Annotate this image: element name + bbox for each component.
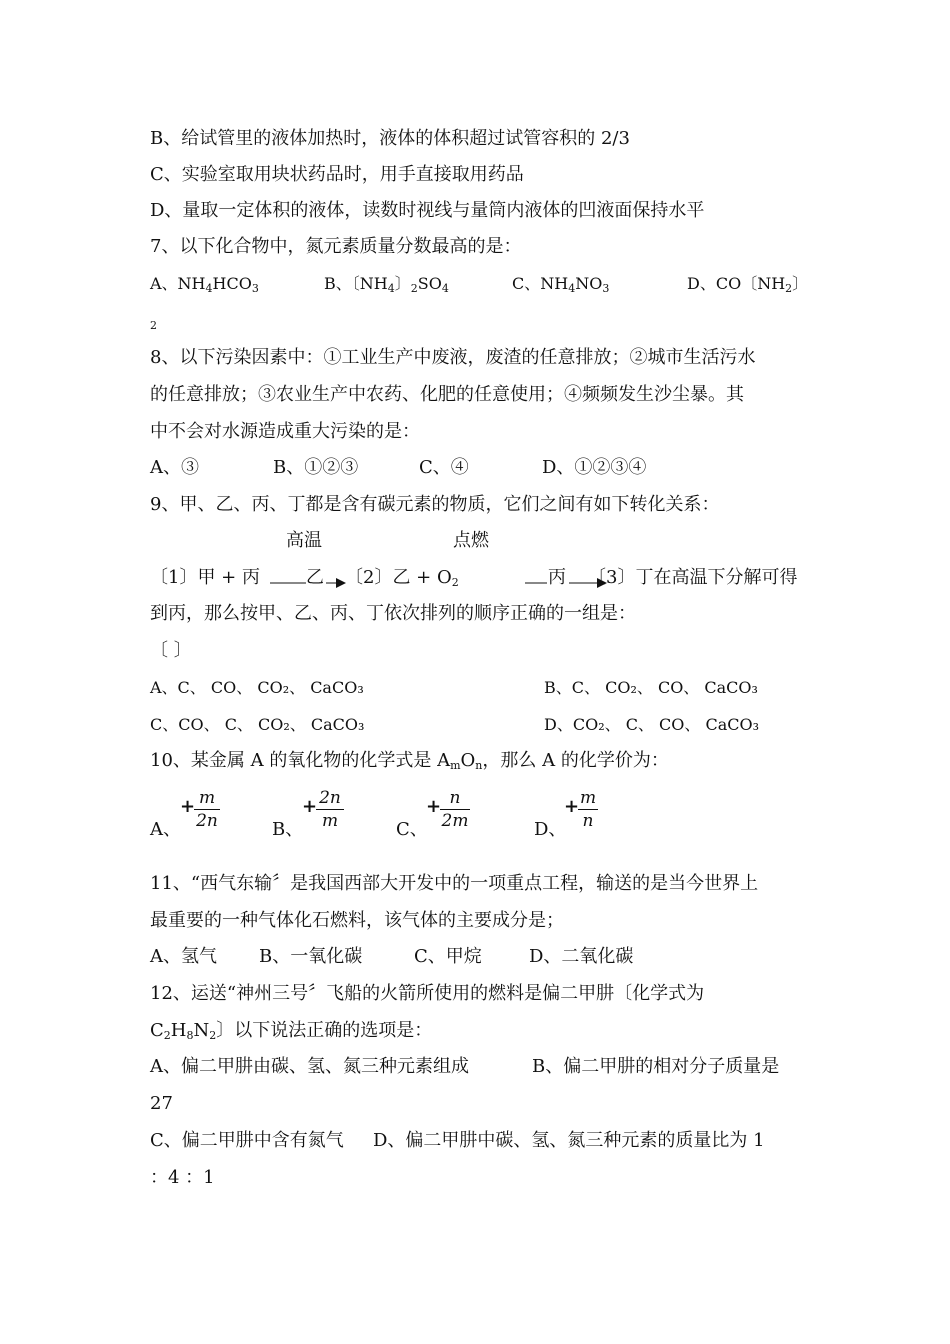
- q7-option-d-subscript: 2: [150, 319, 157, 332]
- question-10: 10、某金属 A 的氧化物的化学式是 $A_mO_n$，那么 A 的化学价为：: [150, 750, 669, 772]
- reaction-1-product: 乙: [306, 567, 324, 588]
- q10-option-c-label: C、: [396, 819, 428, 840]
- q8-option-d: D、①②③④: [542, 457, 647, 478]
- q9-option-c: C、CO、 C、 CO₂、 CaCO₃: [150, 715, 365, 734]
- q9-option-b: B、C、 CO₂、 CO、 CaCO₃: [544, 678, 758, 697]
- question-7: 7、以下化合物中，氮元素质量分数最高的是：: [150, 236, 522, 257]
- q10-option-c-fraction: [440, 788, 470, 831]
- denominator: n: [582, 811, 594, 831]
- question-8-line-1: 8、以下污染因素中：①工业生产中废液，废渣的任意排放；②城市生活污水: [150, 347, 756, 368]
- option-c-line: C、实验室取用块状药品时，用手直接取用药品: [150, 164, 524, 185]
- q9-option-a: A、C、 CO、 CO₂、 CaCO₃: [150, 678, 364, 697]
- question-11-line-2: 最重要的一种气体化石燃料，该气体的主要成分是；: [150, 910, 564, 931]
- q10-option-a-label: A、: [150, 819, 181, 840]
- fraction-bar: [194, 809, 220, 810]
- q8-option-c: C、④: [419, 457, 469, 478]
- q12-option-b-value: 27: [150, 1093, 173, 1114]
- question-12-line-1: 12、运送“神州三号〞飞船的火箭所使用的燃料是偏二甲肼〔化学式为: [150, 983, 705, 1004]
- option-b-line: B、给试管里的液体加热时，液体的体积超过试管容积的 2/3: [150, 128, 630, 149]
- denominator: 2m: [441, 811, 469, 831]
- q10-option-d-label: D、: [534, 819, 567, 840]
- q10-option-b-fraction: [316, 788, 344, 831]
- q9-option-d: D、CO₂、 C、 CO、 CaCO₃: [544, 715, 760, 734]
- q7-option-b: B、〔$NH_4$〕$_2SO_4$: [324, 274, 449, 295]
- question-8-line-2: 的任意排放；③农业生产中农药、化肥的任意使用；④频频发生沙尘暴。其: [150, 384, 744, 405]
- question-8-line-3: 中不会对水源造成重大污染的是：: [150, 421, 420, 442]
- q12-option-d-ratio: ：4 ：1: [150, 1167, 215, 1188]
- reaction-2-left: 〔2〕乙 + $O_2$: [345, 567, 459, 589]
- question-12-line-2: $C_2H_8N_2$〕以下说法正确的选项是：: [150, 1020, 433, 1042]
- q12-option-b: B、偏二甲肼的相对分子质量是: [532, 1056, 780, 1077]
- plus-sign: +: [426, 796, 442, 817]
- q7-option-d: D、CO〔$NH_2$〕: [687, 274, 809, 295]
- denominator: 2n: [196, 811, 218, 831]
- numerator: m: [198, 788, 216, 808]
- q8-option-a: A、③: [150, 457, 199, 478]
- q11-option-b: B、一氧化碳: [259, 946, 363, 967]
- q11-option-d: D、二氧化碳: [529, 946, 634, 967]
- reaction-1-left: 〔1〕甲 + 丙: [150, 567, 260, 588]
- q12-option-c: C、偏二甲肼中含有氮气: [150, 1130, 344, 1151]
- plus-sign: +: [302, 796, 318, 817]
- question-9: 9、甲、乙、丙、丁都是含有碳元素的物质，它们之间有如下转化关系：: [150, 494, 720, 515]
- q10-option-a-fraction: [194, 788, 220, 831]
- denominator: m: [321, 811, 339, 831]
- fraction-bar: [440, 809, 470, 810]
- q10-option-b-label: B、: [272, 819, 304, 840]
- q7-option-a: A、$NH_4HCO_3$: [150, 274, 259, 295]
- q11-option-a: A、氢气: [150, 946, 217, 967]
- numerator: n: [449, 788, 461, 808]
- fraction-bar: [578, 809, 598, 810]
- q12-option-d: D、偏二甲肼中碳、氢、氮三种元素的质量比为 1: [373, 1130, 765, 1151]
- plus-sign: +: [180, 796, 196, 817]
- condition-high-temp: 高温: [286, 530, 322, 551]
- condition-ignite: 点燃: [453, 530, 489, 551]
- reaction-2-product: 丙: [548, 567, 566, 588]
- reaction-3: 〔3〕丁在高温下分解可得: [588, 567, 798, 588]
- question-11-line-1: 11、“西气东输〞是我国西部大开发中的一项重点工程，输送的是当今世界上: [150, 873, 759, 894]
- q11-option-c: C、甲烷: [414, 946, 482, 967]
- option-d-line: D、量取一定体积的液体，读数时视线与量筒内液体的凹液面保持水平: [150, 200, 705, 221]
- answer-blank: 〔 〕: [150, 640, 192, 661]
- q10-option-d-fraction: [578, 788, 598, 831]
- plus-sign: +: [564, 796, 580, 817]
- q8-option-b: B、①②③: [273, 457, 359, 478]
- q7-option-c: C、$NH_4NO_3$: [512, 274, 610, 295]
- numerator: 2n: [319, 788, 341, 808]
- numerator: m: [579, 788, 597, 808]
- fraction-bar: [316, 809, 344, 810]
- question-9-line-2: 到丙，那么按甲、乙、丙、丁依次排列的顺序正确的一组是：: [150, 603, 636, 624]
- q12-option-a: A、偏二甲肼由碳、氢、氮三种元素组成: [150, 1056, 469, 1077]
